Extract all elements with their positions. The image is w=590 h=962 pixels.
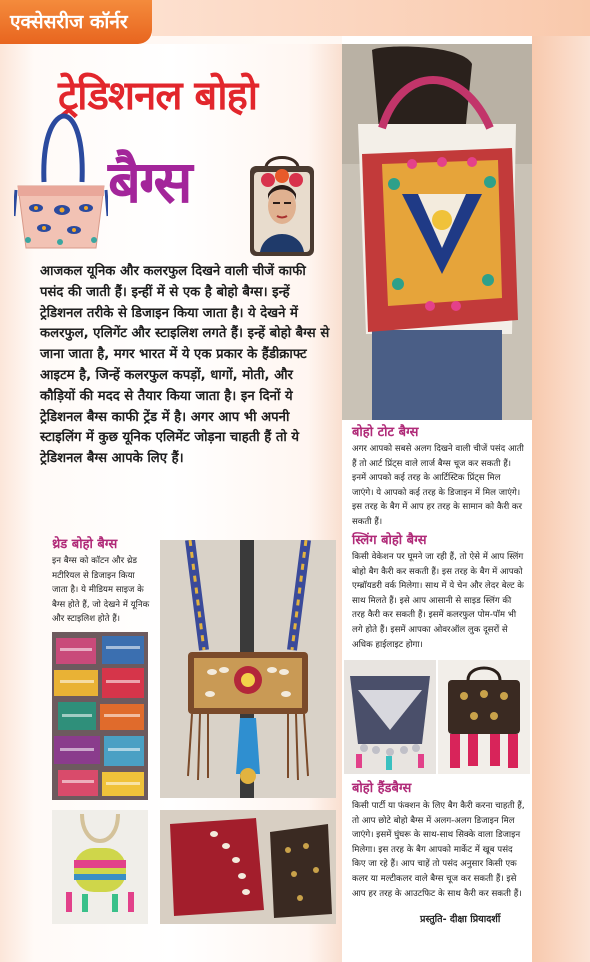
author-credit: प्रस्तुति- दीक्षा प्रियादर्शी [420, 914, 501, 925]
fringe-sling-bag-image [160, 540, 336, 798]
thread-bags-heading: थ्रेड बोहो बैग्स [52, 537, 118, 552]
tote-bags-heading: बोहो टोट बैग्स [352, 425, 419, 440]
portrait-print-bag-image [246, 150, 318, 258]
handbags-heading: बोहो हैंडबैग्स [352, 781, 412, 796]
section-label: एक्सेसरीज कॉर्नर [0, 0, 152, 44]
tote-bags-body: अगर आपको सबसे अलग दिखने वाली चीजें पसंद आती हैं तो आर्ट प्रिंट्स वाले लार्ज बैग्स चूज कर सकती हैं। इनमें आपको कई तरह के आर्टिस्टिक प्रिंट्स मिल जाएंगे। ये आपको कई तरह के डिजाइन में मिल जाएंगे। इस तरह के बैग में आप हर तरह के सामान को कैरी कर सकती हैं। [352, 444, 524, 527]
pink-tote-bag-image [14, 112, 108, 252]
thread-bags-body: इन बैग्स को कॉटन और थ्रेड मटीरियल से डिजाइन किया जाता है। ये मीडियम साइज के बैग्स होते हैं, जो देखने में यूनिक और स्टाइलिश होते हैं। [52, 556, 150, 625]
stacked-thread-bags-image [52, 632, 148, 800]
title-line-1: ट्रेडिशनल बोहो [58, 73, 258, 119]
header-strip [152, 0, 590, 36]
sling-bags-heading: स्लिंग बोहो बैग्स [352, 533, 427, 548]
tassel-pouch-image [52, 810, 148, 924]
intro-paragraph: आजकल यूनिक और कलरफुल दिखने वाली चीजें काफी पसंद की जाती हैं। इन्हीं में से एक है बोहो बैग्स। इन्हें ट्रेडिशनल तरीके से डिजाइन किया जाता है। ये देखने में कलरफुल, एलिगेंट और स्टाइलिश लगते हैं। इन्हें बोहो बैग्स से जाना जाता है, मगर भारत में ये एक प्रकार के हैंडीक्राफ्ट आइटम है, जिन्हें कलरफुल कपड़ों, धागों, मोती, और कौड़ियों की मदद से तैयार किया जाता है। इन दिनों ये ट्रेडिशनल बैग्स काफी ट्रेंड में है। अगर आप भी अपनी स्टाइलिंग में कुछ यूनिक एलिमेंट जोड़ना चाहती हैं तो ये ट्रेडिशनल बैग्स आपके लिए हैं। [40, 264, 330, 467]
coin-handbag-image [344, 660, 436, 774]
sling-bags-body: किसी वेकेशन पर घूमने जा रही हैं, तो ऐसे में आप स्लिंग बोहो बैग कैरी कर सकती हैं। इस तरह के बैग में आपको एम्ब्रॉयडरी वर्क मिलेगा। साथ में ये चेन और लेदर बेल्ट के साथ मिलते हैं। इसे आप आसानी से साइड स्लिंग की तरह कैरी कर सकती हैं। इसमें कलरफुल पोम-पॉम भी लगे होते हैं। इसमें आपका ओवरऑल लुक दूसरों से अधिक हाईलाइट होगा। [352, 552, 524, 650]
clutch-bags-image [160, 810, 336, 924]
title-line-2: बैग्स [108, 148, 191, 216]
tassel-handbag-image [438, 660, 530, 774]
woman-with-tote-bag-image [342, 44, 532, 420]
page-edge-band [532, 36, 590, 962]
handbags-body: किसी पार्टी या फंक्शन के लिए बैग कैरी करना चाहती हैं, तो आप छोटे बोहो बैग्स में अलग-अलग डिजाइन मिल जाएंगे। इसमें घुंघरू के साथ-साथ सिक्के वाला डिजाइन मिलेगा। इस तरह के बैग आपको मार्केट में खूब पसंद किए जा रहे हैं। आप चाहें तो पसंद अनुसार किसी एक कलर या मल्टीकलर वाले बैग्स चूज कर सकती हैं। इसे आप हर तरह के आउटफिट के साथ कैरी कर सकती हैं। [352, 801, 525, 899]
